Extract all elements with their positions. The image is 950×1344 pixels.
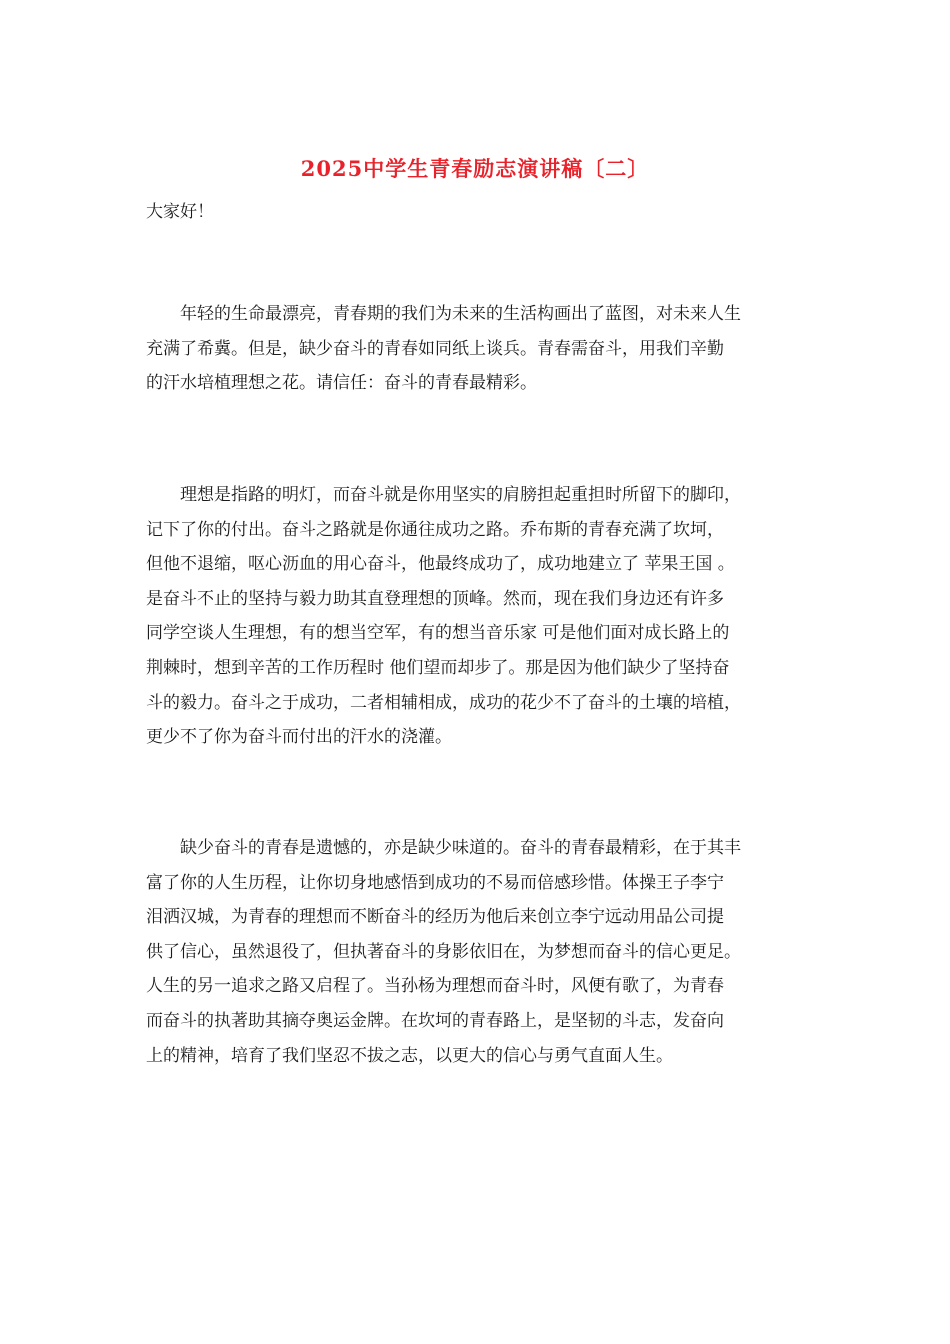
paragraph-line: 人生的另一追求之路又启程了。当孙杨为理想而奋斗时，风便有歌了，为青春: [146, 976, 724, 997]
paragraph-line: 上的精神，培育了我们坚忍不拔之志，以更大的信心与勇气直面人生。: [146, 1045, 673, 1066]
paragraph-2: [146, 478, 808, 755]
paragraph-line: 泪洒汉城，为青春的理想而不断奋斗的经历为他后来创立李宁远动用品公司提: [146, 907, 724, 928]
paragraph-line: 年轻的生命最漂亮，青春期的我们为未来的生活构画出了蓝图，对未来人生: [146, 304, 741, 324]
paragraph-line: 供了信心，虽然退役了，但执著奋斗的身影依旧在，为梦想而奋斗的信心更足。: [146, 941, 741, 962]
paragraph-line: 富了你的人生历程，让你切身地感悟到成功的不易而倍感珍惜。体操王子李宁: [146, 872, 724, 893]
paragraph-line: 是奋斗不止的坚持与毅力助其直登理想的顶峰。然而，现在我们身边还有许多: [146, 588, 724, 609]
document-title: 2025中学生青春励志演讲稿〔二〕: [300, 156, 650, 181]
paragraph-line: 缺少奋斗的青春是遗憾的，亦是缺少味道的。奋斗的青春最精彩，在于其丰: [146, 838, 741, 858]
paragraph-line: 充满了希冀。但是，缺少奋斗的青春如同纸上谈兵。青春需奋斗，用我们辛勤: [146, 338, 724, 359]
paragraph-line: 的汗水培植理想之花。请信任：奋斗的青春最精彩。: [146, 373, 537, 394]
paragraph-line: 荆棘时，想到辛苦的工作历程时 他们望而却步了。那是因为他们缺少了坚持奋: [146, 657, 730, 678]
paragraph-line: 理想是指路的明灯，而奋斗就是你用坚实的肩膀担起重担时所留下的脚印，: [146, 485, 741, 505]
paragraph-line: 更少不了你为奋斗而付出的汗水的浇灌。: [146, 727, 452, 748]
paragraph-3: [146, 831, 808, 1073]
paragraph-line: 而奋斗的执著助其摘夺奥运金牌。在坎坷的青春路上，是坚韧的斗志，发奋向: [146, 1010, 724, 1031]
paragraph-line: 记下了你的付出。奋斗之路就是你通往成功之路。乔布斯的青春充满了坎坷，: [146, 519, 724, 540]
paragraph-line: 但他不退缩，呕心沥血的用心奋斗，他最终成功了，成功地建立了 苹果王国 。: [146, 554, 735, 575]
greeting-text: 大家好！: [146, 202, 214, 222]
paragraph-line: 斗的毅力。奋斗之于成功，二者相辅相成，成功的花少不了奋斗的土壤的培植，: [146, 692, 741, 713]
paragraph-line: 同学空谈人生理想，有的想当空军，有的想当音乐家 可是他们面对成长路上的: [146, 623, 730, 644]
paragraph-1: [146, 297, 808, 401]
